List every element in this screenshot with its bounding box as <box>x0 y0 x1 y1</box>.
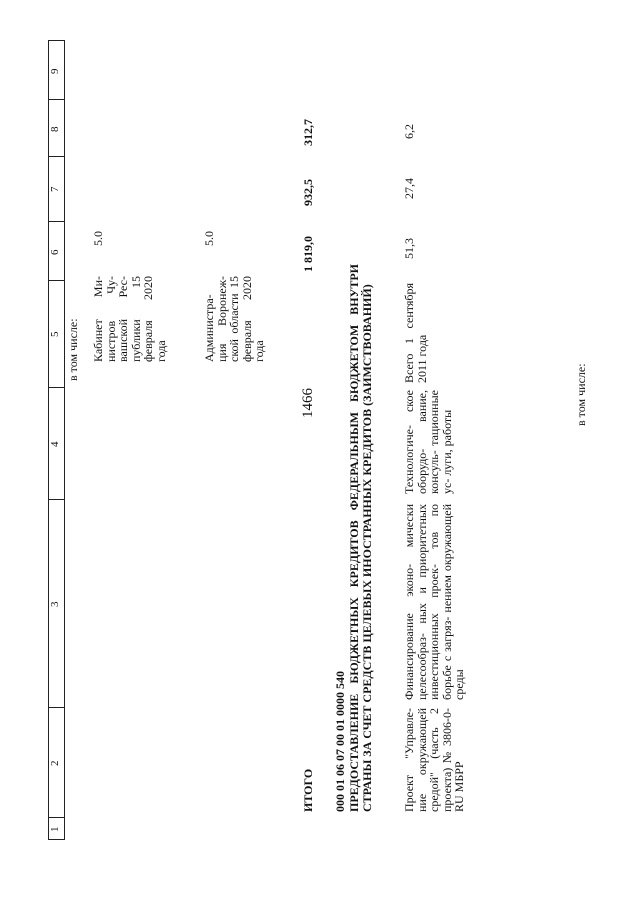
column-number: 9 <box>49 68 61 74</box>
sub-header: в том числе: <box>66 318 80 381</box>
section-code: 000 01 06 07 00 01 0000 540 <box>333 671 347 812</box>
admin-col6: 5.0 <box>202 231 216 246</box>
column-number: 8 <box>49 126 61 132</box>
section-title: ПРЕДОСТАВЛЕНИЕ БЮДЖЕТНЫХ КРЕДИТОВ ФЕДЕРАЛЬНЫМ БЮДЖЕТОМ ВНУТРИ СТРАНЫ ЗА СЧЕТ СРЕДСТВ ЦЕЛЕВЫХ ИНОСТРАННЫХ КРЕДИТОВ (ЗАИМСТВОВАНИЙ) <box>347 264 374 812</box>
project-col3: Финансирование эконо- мически целесообраз- ных и приоритетных инвестиционных проек- тов по борьбе с загряз- нением окружающей среды <box>402 504 467 700</box>
column-number: 2 <box>49 760 61 766</box>
col-divider <box>48 387 64 388</box>
column-number: 6 <box>49 249 61 255</box>
col-divider <box>48 817 64 818</box>
project-col8: 6,2 <box>402 124 416 139</box>
admin-col5: Администра- ция Воронеж- ской области 15 февраля 2020 года <box>202 276 267 362</box>
project-col2: Проект "Управле- ние окружающей средой" (часть 2 проекта) № 3806-0-RU МБРР <box>402 708 467 812</box>
project-col4: Технологиче- ское оборудо- вание, консуль- тационные ус- луги, работы <box>402 390 454 494</box>
itogo-col8: 312,7 <box>301 119 315 146</box>
col-divider <box>48 99 64 100</box>
project-col5: Всего 1 сентября 2011 года <box>402 283 429 383</box>
column-number: 1 <box>49 826 61 832</box>
col-divider <box>48 839 64 840</box>
itogo-col6: 1 819,0 <box>301 236 315 272</box>
col-divider <box>48 707 64 708</box>
header-bottom-border <box>64 40 65 840</box>
col-divider <box>48 40 64 41</box>
column-number: 4 <box>49 441 61 447</box>
itogo-label: ИТОГО <box>301 768 315 812</box>
project-col7: 27,4 <box>402 178 416 199</box>
column-number: 3 <box>49 601 61 607</box>
column-number: 5 <box>49 331 61 337</box>
col-divider <box>48 156 64 157</box>
table-top-border <box>48 40 49 840</box>
rotated-table <box>48 40 608 840</box>
col-divider <box>48 499 64 500</box>
kabinet-col6: 5.0 <box>91 231 105 246</box>
footer-sub-header: в том числе: <box>574 363 588 426</box>
project-col6: 51,3 <box>402 238 416 259</box>
kabinet-col5: Кабинет Ми- нистров Чу- вашской Рес- публики 15 февраля 2020 года <box>91 276 168 362</box>
page-number: 1466 <box>300 388 316 418</box>
column-number: 7 <box>49 186 61 192</box>
col-divider <box>48 280 64 281</box>
itogo-col7: 932,5 <box>301 179 315 206</box>
col-divider <box>48 221 64 222</box>
